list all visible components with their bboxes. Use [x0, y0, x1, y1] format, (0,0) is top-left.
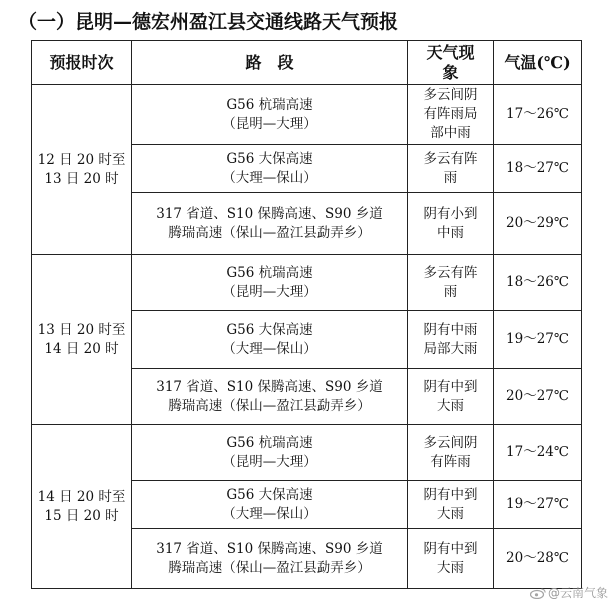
- weather-line: 阴有中到: [423, 540, 478, 557]
- weather-line: 多云间阴: [423, 87, 478, 103]
- weather-condition: [408, 481, 494, 529]
- weather-line: 多云有阵: [423, 264, 478, 281]
- weather-line: 阴有中到: [423, 378, 478, 395]
- weather-line: 雨: [443, 283, 458, 300]
- temperature-range: 18～27℃: [494, 145, 582, 193]
- temperature-range: 20～29℃: [494, 193, 582, 255]
- forecast-period: [32, 255, 132, 425]
- route-line: （昆明—大理）: [222, 283, 317, 300]
- weibo-logo-icon: [530, 588, 546, 599]
- weather-line: 部中雨: [430, 125, 471, 141]
- temperature-range: 18～26℃: [494, 255, 582, 311]
- route-segment: [132, 145, 408, 193]
- route-line: G56 大保高速: [226, 486, 313, 503]
- weather-condition: [408, 85, 494, 145]
- forecast-period-line: 12 日 20 时至: [37, 151, 126, 168]
- temperature-range: 19～27℃: [494, 481, 582, 529]
- table-row: [32, 255, 582, 311]
- weather-line: 阴有中雨: [423, 321, 478, 338]
- route-segment: [132, 529, 408, 589]
- route-line: （昆明—大理）: [222, 453, 317, 470]
- weather-line: 阴有中到: [423, 486, 478, 503]
- route-line: 腾瑞高速（保山—盈江县勐弄乡）: [168, 559, 371, 576]
- header-route-segment: 路 段: [132, 41, 408, 85]
- temperature-range: 17～24℃: [494, 425, 582, 481]
- forecast-period-line: 15 日 20 时: [44, 507, 119, 524]
- weather-line: 大雨: [437, 505, 464, 522]
- weather-condition: [408, 425, 494, 481]
- route-line: 317 省道、S10 保腾高速、S90 乡道: [156, 205, 383, 222]
- route-line: （昆明—大理）: [222, 115, 317, 132]
- route-line: G56 大保高速: [226, 321, 313, 338]
- header-weather-line: 天气现: [426, 42, 475, 62]
- temperature-range: 17～26℃: [494, 85, 582, 145]
- forecast-period-line: 14 日 20 时: [44, 340, 119, 357]
- route-line: （大理—保山）: [222, 340, 317, 357]
- weather-condition: [408, 145, 494, 193]
- weather-line: 大雨: [437, 397, 464, 414]
- table-row: [32, 425, 582, 481]
- route-line: （大理—保山）: [222, 505, 317, 522]
- weather-condition: [408, 369, 494, 425]
- forecast-period: [32, 85, 132, 255]
- watermark-text: @云南气象: [547, 586, 608, 600]
- weather-condition: [408, 529, 494, 589]
- header-row: [32, 41, 582, 85]
- forecast-period-line: 13 日 20 时: [44, 170, 119, 187]
- route-segment: [132, 481, 408, 529]
- forecast-period-line: 14 日 20 时至: [37, 488, 126, 505]
- weather-line: 阴有小到: [423, 205, 478, 222]
- weather-condition: [408, 193, 494, 255]
- weather-line: 中雨: [437, 224, 464, 241]
- route-segment: [132, 255, 408, 311]
- forecast-body: [32, 85, 582, 589]
- header-forecast-time: 预报时次: [32, 41, 132, 85]
- route-line: 腾瑞高速（保山—盈江县勐弄乡）: [168, 397, 371, 414]
- weather-line: 有阵雨局: [423, 106, 478, 122]
- weather-line: 多云间阴: [423, 434, 478, 451]
- temperature-range: 19～27℃: [494, 311, 582, 369]
- weather-line: 大雨: [437, 559, 464, 576]
- route-line: G56 杭瑞高速: [226, 264, 313, 281]
- forecast-table: [31, 40, 582, 589]
- weather-condition: [408, 311, 494, 369]
- header-temperature: 气温(℃): [494, 41, 582, 85]
- route-segment: [132, 311, 408, 369]
- route-line: G56 杭瑞高速: [226, 434, 313, 451]
- watermark: [530, 584, 608, 602]
- weather-condition: [408, 255, 494, 311]
- header-weather-line: 象: [442, 62, 459, 82]
- weather-line: 多云有阵: [423, 150, 478, 167]
- route-segment: [132, 369, 408, 425]
- route-segment: [132, 85, 408, 145]
- route-line: G56 杭瑞高速: [226, 96, 313, 113]
- forecast-period: [32, 425, 132, 589]
- route-line: G56 大保高速: [226, 150, 313, 167]
- temperature-range: 20～27℃: [494, 369, 582, 425]
- forecast-period-line: 13 日 20 时至: [37, 321, 126, 338]
- document-title: （一）昆明—德宏州盈江县交通线路天气预报: [18, 11, 399, 33]
- route-line: （大理—保山）: [222, 169, 317, 186]
- weather-line: 雨: [443, 169, 458, 186]
- route-line: 腾瑞高速（保山—盈江县勐弄乡）: [168, 224, 371, 241]
- weather-line: 局部大雨: [423, 340, 478, 357]
- table-row: [32, 85, 582, 145]
- route-line: 317 省道、S10 保腾高速、S90 乡道: [156, 378, 383, 395]
- header-weather: [408, 41, 494, 85]
- route-segment: [132, 425, 408, 481]
- route-segment: [132, 193, 408, 255]
- route-line: 317 省道、S10 保腾高速、S90 乡道: [156, 540, 383, 557]
- temperature-range: 20～28℃: [494, 529, 582, 589]
- weather-line: 有阵雨: [430, 453, 471, 470]
